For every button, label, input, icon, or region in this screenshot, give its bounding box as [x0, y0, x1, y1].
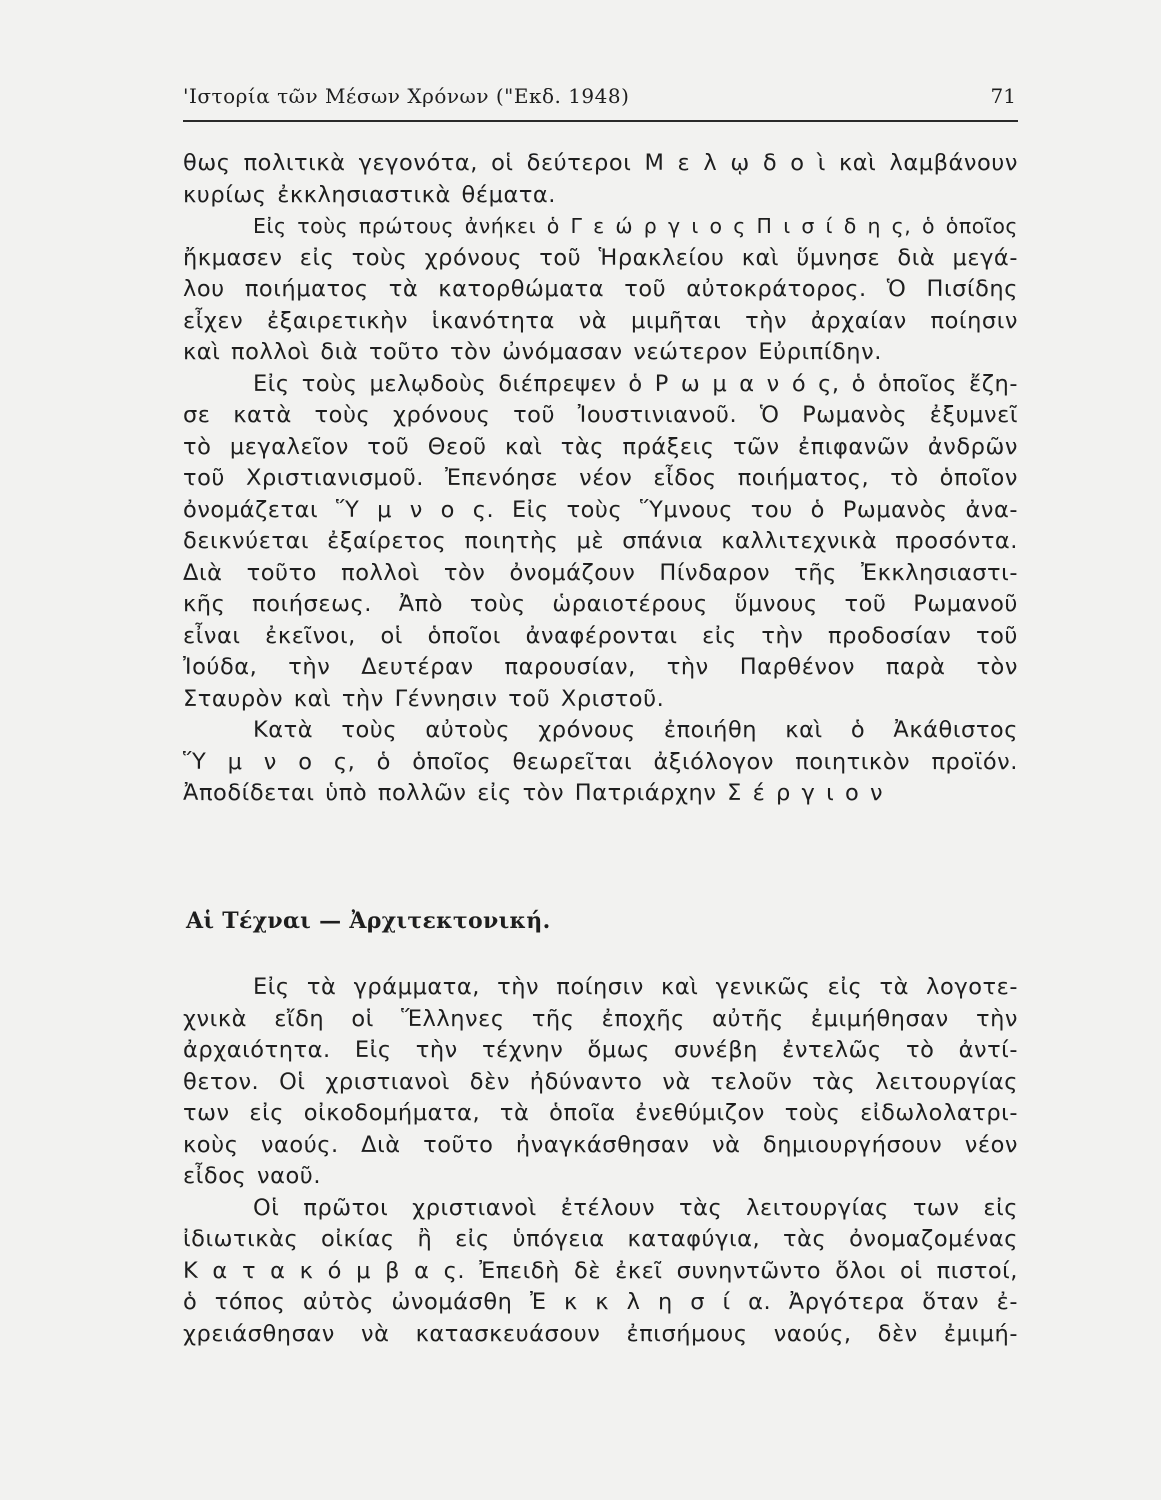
body-text-lower: [183, 972, 1018, 1350]
running-header: [183, 84, 1018, 116]
text-line: θετον. Οἱ χριστιανοὶ δὲν ἠδύναντο νὰ τελοῦν τὰς λειτουργίας: [183, 1068, 1018, 1095]
text-line: Εἰς τοὺς πρώτους ἀνήκει ὁ Γ ε ώ ρ γ ι ο ς Π ι σ ί δ η ς, ὁ ὁποῖος: [253, 214, 1018, 238]
page-number: 71: [990, 84, 1016, 108]
text-line: κυρίως ἐκκλησιαστικὰ θέματα.: [183, 181, 557, 208]
text-line: κῆς ποιήσεως. Ἀπὸ τοὺς ὡραιοτέρους ὕμνους τοῦ Ρωμανοῦ: [183, 591, 1018, 617]
text-line: Κατὰ τοὺς αὐτοὺς χρόνους ἐποιήθη καὶ ὁ Ἀκάθιστος: [253, 717, 1018, 743]
text-line: Κ α τ α κ ό μ β α ς. Ἐπειδὴ δὲ ἐκεῖ συνηντῶντο ὅλοι οἱ πιστοί,: [183, 1257, 1018, 1284]
text-line: εἶδος ναοῦ.: [183, 1163, 322, 1189]
text-line: ἀρχαιότητα. Εἰς τὴν τέχνην ὅμως συνέβη ἐντελῶς τὸ ἀντί-: [183, 1037, 1018, 1063]
text-line: χνικὰ εἴδη οἱ Ἕλληνες τῆς ἐποχῆς αὐτῆς ἐμιμήθησαν τὴν: [183, 1005, 1018, 1032]
text-line: ἰδιωτικὰς οἰκίας ἢ εἰς ὑπόγεια καταφύγια, τὰς ὀνομαζομένας: [183, 1226, 1018, 1252]
text-line: λου ποιήματος τὰ κατορθώματα τοῦ αὐτοκράτορος. Ὁ Πισίδης: [183, 276, 1018, 302]
running-title: 'Ιστορία τῶν Μέσων Χρόνων ("Εκδ. 1948): [183, 84, 630, 108]
text-line: ἤκμασεν εἰς τοὺς χρόνους τοῦ Ἡρακλείου καὶ ὕμνησε διὰ μεγά-: [183, 244, 1018, 271]
body-text-upper: [183, 148, 1018, 810]
text-line: εἶχεν ἐξαιρετικὴν ἱκανότητα νὰ μιμῆται τὴν ἀρχαίαν ποίησιν: [183, 307, 1018, 334]
text-line: τοῦ Χριστιανισμοῦ. Ἐπενόησε νέον εἶδος ποιήματος, τὸ ὁποῖον: [183, 465, 1018, 491]
text-line: Οἱ πρῶτοι χριστιανοὶ ἐτέλουν τὰς λειτουργίας των εἰς: [253, 1194, 1018, 1221]
text-line: Ἀποδίδεται ὑπὸ πολλῶν εἰς τὸν Πατριάρχην Σ έ ρ γ ι ο ν: [183, 780, 884, 806]
text-line: των εἰς οἰκοδομήματα, τὰ ὁποῖα ἐνεθύμιζον τοὺς εἰδωλολατρι-: [183, 1100, 1018, 1126]
text-line: χρειάσθησαν νὰ κατασκευάσουν ἐπισήμους ναούς, δὲν ἐμιμή-: [183, 1320, 1018, 1347]
text-line: σε κατὰ τοὺς χρόνους τοῦ Ἰουστινιανοῦ. Ὁ Ρωμανὸς ἐξυμνεῖ: [183, 402, 1018, 428]
text-line: ὀνομάζεται Ὕ μ ν ο ς. Εἰς τοὺς Ὕμνους του ὁ Ρωμανὸς ἀνα-: [183, 496, 1018, 523]
text-line: Ὕ μ ν ο ς, ὁ ὁποῖος θεωρεῖται ἀξιόλογον ποιητικὸν προϊόν.: [183, 748, 1018, 775]
text-line: Ἰούδα, τὴν Δευτέραν παρουσίαν, τὴν Παρθένον παρὰ τὸν: [183, 654, 1018, 680]
text-line: ὁ τόπος αὐτὸς ὠνομάσθη Ἐ κ κ λ η σ ί α. Ἀργότερα ὅταν ἐ-: [183, 1289, 1018, 1315]
text-line: δεικνύεται ἐξαίρετος ποιητὴς μὲ σπάνια καλλιτεχνικὰ προσόντα.: [183, 528, 1018, 554]
text-line: τὸ μεγαλεῖον τοῦ Θεοῦ καὶ τὰς πράξεις τῶν ἐπιφανῶν ἀνδρῶν: [183, 433, 1018, 460]
text-line: εἶναι ἐκεῖνοι, οἱ ὁποῖοι ἀναφέρονται εἰς τὴν προδοσίαν τοῦ: [183, 622, 1018, 649]
text-line: κοὺς ναούς. Διὰ τοῦτο ἠναγκάσθησαν νὰ δημιουργήσουν νέον: [183, 1131, 1018, 1158]
text-line: Εἰς τοὺς μελῳδοὺς διέπρεψεν ὁ Ρ ω μ α ν ό ς, ὁ ὁποῖος ἔζη-: [253, 370, 1018, 397]
text-line: καὶ πολλοὶ διὰ τοῦτο τὸν ὠνόμασαν νεώτερον Εὐριπίδην.: [183, 339, 882, 365]
section-heading: Αἱ Τέχναι — Ἀρχιτεκτονική.: [186, 908, 551, 934]
text-line: θως πολιτικὰ γεγονότα, οἱ δεύτεροι Μ ε λ ῳ δ ο ὶ καὶ λαμβάνουν: [183, 150, 1018, 176]
text-line: Διὰ τοῦτο πολλοὶ τὸν ὀνομάζουν Πίνδαρον τῆς Ἐκκλησιαστι-: [183, 559, 1018, 586]
header-rule: [183, 120, 1018, 122]
text-line: Εἰς τὰ γράμματα, τὴν ποίησιν καὶ γενικῶς εἰς τὰ λογοτε-: [253, 974, 1018, 1000]
text-line: Σταυρὸν καὶ τὴν Γέννησιν τοῦ Χριστοῦ.: [183, 685, 665, 712]
